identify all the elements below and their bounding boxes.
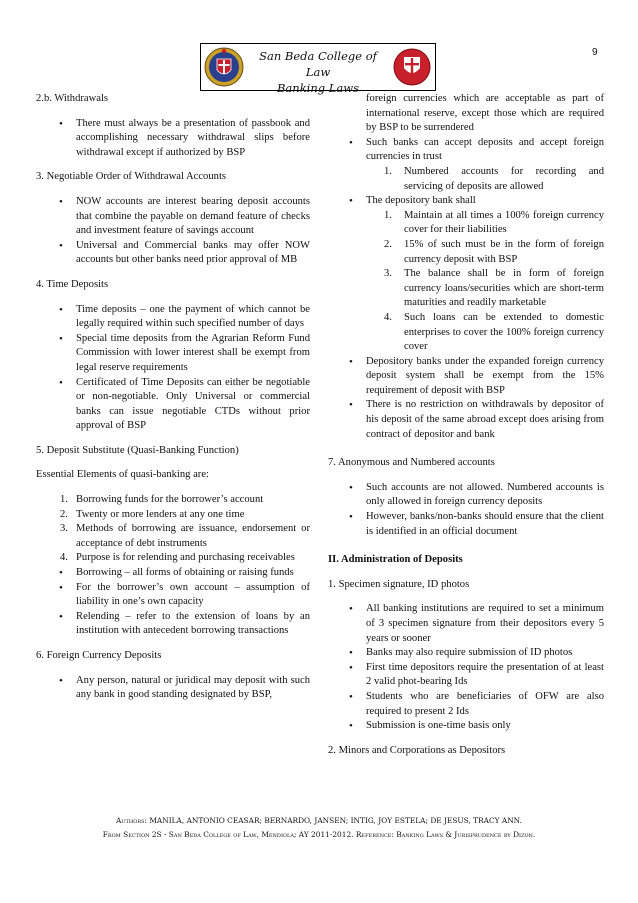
document-header — [200, 43, 436, 95]
footer-authors: Authors: MANILA, ANTONIO CEASAR; BERNARDO, JANSEN; INTIG, JOY ESTELA; DE JESUS, TRACY ANN. — [115, 816, 523, 825]
list-item: • For the borrower’s own account – assumption of liability in one’s own capacity — [36, 581, 310, 610]
list-number: 1. — [60, 494, 68, 506]
list-item — [36, 508, 310, 523]
depository-bank-list — [328, 194, 604, 209]
list-text: 15% of such must be in the form of foreign currency deposit with BSP — [404, 238, 604, 265]
list-item: • Relending – refer to the extension of loans by an institution with antecedent borrowing transactions — [36, 610, 310, 639]
list-item: • Depository banks under the expanded foreign currency deposit system shall be exempt from the 15% requirement of deposit with BSP — [328, 355, 604, 399]
list-item: • First time depositors require the presentation of at least 2 valid phot-bearing Ids — [328, 661, 604, 690]
list-item: • However, banks/non-banks should ensure that the client is identified in an official document — [328, 510, 604, 539]
specimen-signature-list — [328, 602, 604, 733]
list-text: Such loans can be extended to domestic enterprises to cover the 100% foreign currency cover — [404, 311, 604, 353]
section-heading-deposit-substitute: 5. Deposit Substitute (Quasi-Banking Function) — [36, 444, 239, 456]
list-item: • Time deposits – one the payment of which cannot be legally required within such specified number of days — [36, 303, 310, 332]
list-item: • NOW accounts are interest bearing deposit accounts that combine the payable on demand feature of checks and investment feature of savings account — [36, 195, 310, 239]
list-item — [36, 522, 310, 551]
list-text: The balance shall be in form of foreign currency loans/securities which are short-term maturities and readily marketable — [404, 268, 604, 309]
list-item: • Certificated of Time Deposits can either be negotiable or non-negotiable. Only Universal or commercial banks can issue negotiable CTDs without prior approval of BSP — [36, 376, 310, 434]
section-heading-withdrawals: 2.b. Withdrawals — [36, 93, 109, 104]
list-item — [36, 551, 310, 566]
header-title — [247, 48, 389, 96]
section-heading-foreign-currency: 6. Foreign Currency Deposits — [36, 650, 162, 661]
header-title-line2: Banking Laws — [276, 81, 360, 95]
anonymous-accounts-list — [328, 481, 604, 539]
left-column — [36, 92, 310, 703]
san-beda-shield-icon — [392, 47, 432, 87]
list-number: 4. — [60, 552, 68, 564]
list-item: • Banks may also require submission of ID photos — [328, 646, 604, 661]
section-heading-anonymous-accounts: 7. Anonymous and Numbered accounts — [328, 457, 495, 469]
list-item: • Students who are beneficiaries of OFW are also required to present 2 Ids — [328, 690, 604, 719]
quasi-banking-definitions-list — [36, 566, 310, 639]
section-heading-administration: II. Administration of Deposits — [328, 554, 463, 566]
section-heading-time-deposits: 4. Time Deposits — [36, 278, 109, 290]
list-number: 1. — [384, 209, 392, 221]
quasi-banking-subheading: Essential Elements of quasi-banking are: — [36, 469, 209, 481]
list-text: Borrowing funds for the borrower’s account — [76, 494, 264, 506]
page-number: 9 — [592, 47, 598, 58]
list-item: • There must always be a presentation of passbook and accomplishing necessary withdrawal slips before withdrawal except if authorized by BSP — [36, 117, 310, 161]
list-item: • There is no restriction on withdrawals by depositor of his deposit of the same abroad except does arising from contract of depositor and bank — [328, 398, 604, 442]
list-item: • All banking institutions are required to set a minimum of 3 specimen signature from their depositors every 5 years or sooner — [328, 602, 604, 646]
list-item — [328, 165, 604, 194]
depository-numbered-list — [328, 209, 604, 355]
list-number: 4. — [384, 311, 392, 323]
list-item: • The depository bank shall — [328, 194, 604, 209]
withdrawals-list — [36, 117, 310, 161]
list-number: 3. — [384, 268, 392, 280]
list-item — [328, 209, 604, 238]
list-item: • Any person, natural or juridical may deposit with such any bank in good standing designated by BSP, — [36, 674, 310, 703]
san-beda-crest-icon — [204, 46, 244, 88]
list-number: 2. — [60, 508, 68, 520]
list-item — [328, 311, 604, 355]
time-deposits-list — [36, 303, 310, 434]
right-column — [328, 92, 604, 758]
list-item — [328, 267, 604, 311]
depository-more-list — [328, 355, 604, 443]
foreign-currency-continuation: foreign currencies which are acceptable as part of international reserve, except those which are required by BSP to be surrendered — [366, 93, 604, 134]
now-accounts-list — [36, 195, 310, 268]
list-item: • Submission is one-time basis only — [328, 719, 604, 734]
list-number: 1. — [384, 165, 392, 177]
list-text: Methods of borrowing are issuance, endorsement or acceptance of debt instruments — [76, 523, 310, 549]
list-item — [36, 493, 310, 508]
foreign-currency-list — [36, 674, 310, 703]
footer-reference: From Section 2S - San Beda College of Law, Mendiola; AY 2011-2012. Reference: Banking Laws & Jurisprudence by Dizon. — [102, 830, 536, 839]
section-heading-minors-corporations: 2. Minors and Corporations as Depositors — [328, 744, 506, 756]
quasi-banking-elements-list — [36, 493, 310, 566]
list-number: 2. — [384, 238, 392, 250]
header-title-line1: San Beda College of Law — [259, 49, 377, 79]
list-item: • Such accounts are not allowed. Numbered accounts is only allowed in foreign currency deposits — [328, 481, 604, 510]
list-text: Maintain at all times a 100% foreign currency cover for their liabilities — [404, 209, 604, 236]
list-item: • Universal and Commercial banks may offer NOW accounts but other banks need prior approval of MB — [36, 239, 310, 268]
list-text: Purpose is for relending and purchasing receivables — [76, 552, 295, 564]
foreign-currency-trust-list — [328, 136, 604, 165]
section-heading-specimen-signature: 1. Specimen signature, ID photos — [328, 578, 470, 590]
list-number: 3. — [60, 523, 68, 535]
trust-numbered-list — [328, 165, 604, 194]
list-text: Twenty or more lenders at any one time — [76, 508, 245, 520]
list-item: • Borrowing – all forms of obtaining or raising funds — [36, 566, 310, 581]
list-text: Numbered accounts for recording and servicing of deposits are allowed — [404, 165, 604, 192]
list-item: • Special time deposits from the Agrarian Reform Fund Commission with lower interest shall be exempt from legal reserve requirements — [36, 332, 310, 376]
section-heading-now-accounts: 3. Negotiable Order of Withdrawal Accounts — [36, 171, 227, 183]
list-item — [328, 238, 604, 267]
list-item: • Such banks can accept deposits and accept foreign currencies in trust — [328, 136, 604, 165]
